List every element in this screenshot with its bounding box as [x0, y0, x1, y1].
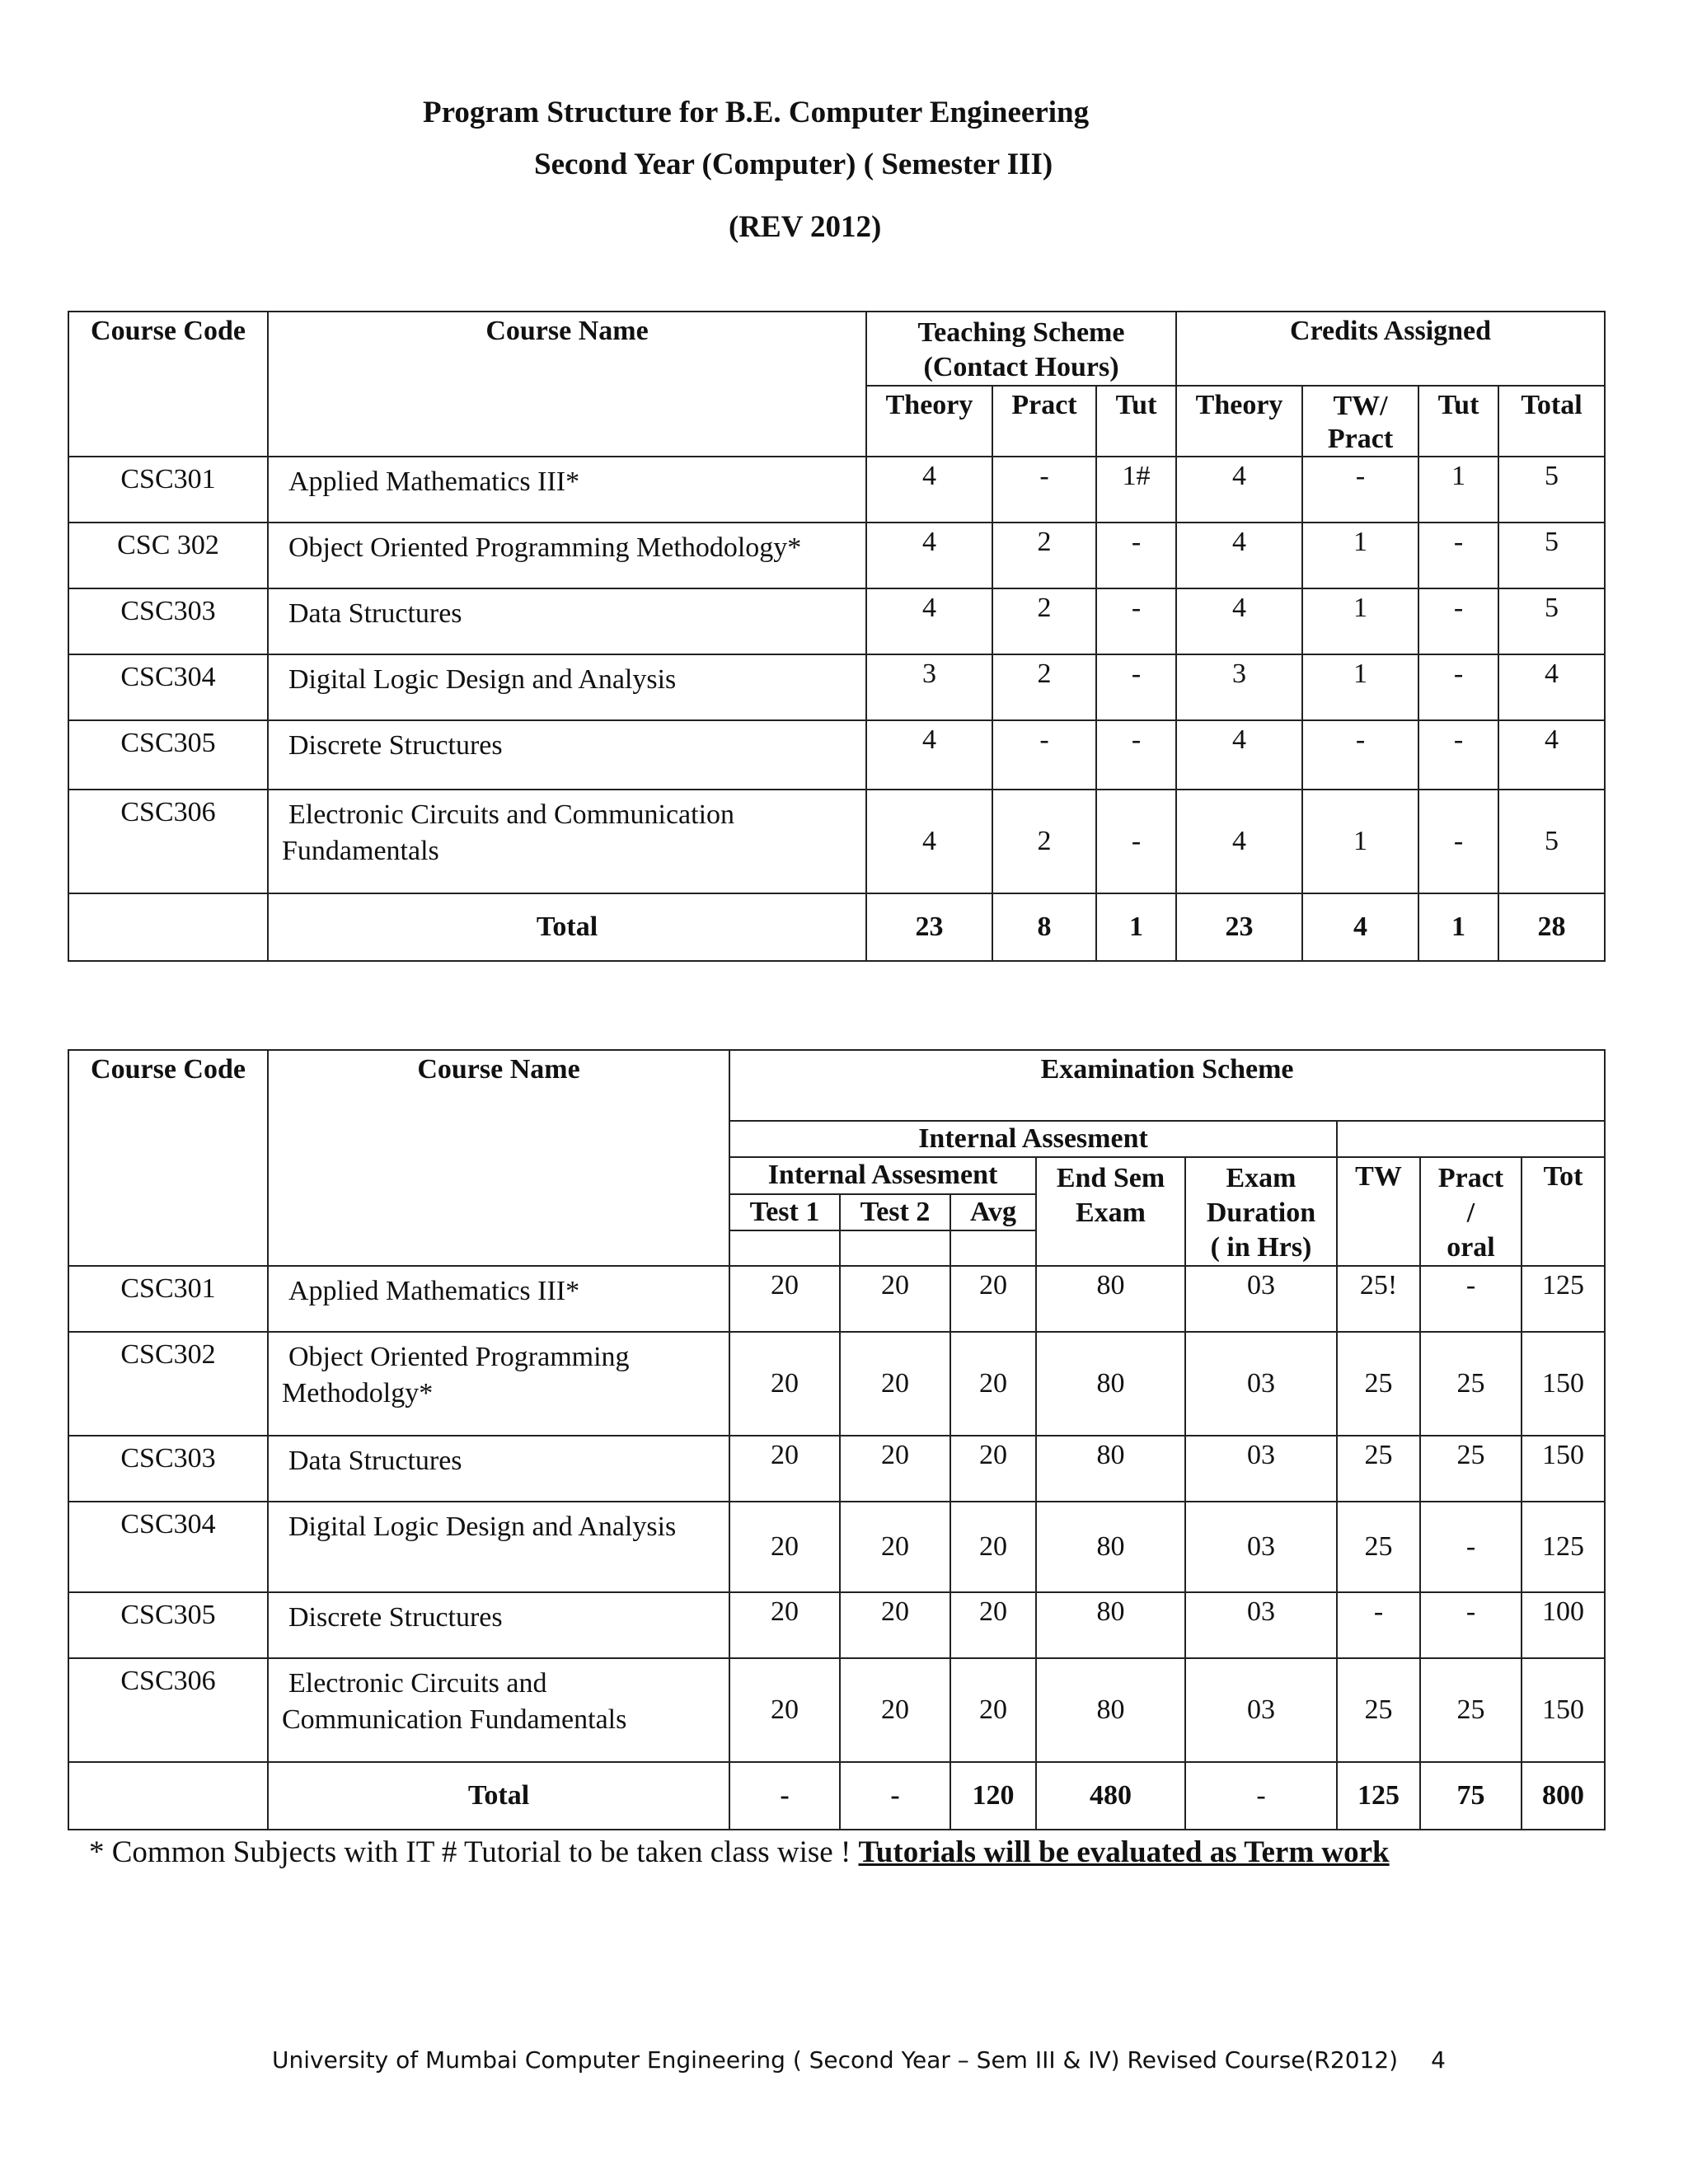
cell-tw: 25!: [1337, 1266, 1420, 1332]
table-row: [68, 1266, 1605, 1332]
header-tut: Tut: [1096, 386, 1176, 457]
footnote-underlined: Tutorials will be evaluated as Term work: [858, 1835, 1390, 1869]
course-name-cell: [268, 790, 866, 893]
header-end-sem-exam: [1036, 1157, 1185, 1266]
cell-tot: 150: [1522, 1436, 1605, 1502]
course-code: CSC 302: [68, 523, 268, 588]
cell-tot: 150: [1522, 1658, 1605, 1762]
course-name-cell: [268, 1332, 729, 1436]
header-internal-assessment: Internal Assesment: [729, 1157, 1036, 1194]
cell-theory: 4: [866, 720, 992, 790]
cell-theory: 4: [866, 457, 992, 523]
cell-c-total: 4: [1498, 720, 1605, 790]
header-spacer: [840, 1230, 950, 1266]
examination-scheme-table: [68, 1049, 1606, 1830]
cell-tw: 25: [1337, 1502, 1420, 1592]
cell-pract: 25: [1420, 1658, 1522, 1762]
cell-c-tut: -: [1418, 588, 1498, 654]
cell-pract: -: [1420, 1592, 1522, 1658]
course-name-cell: [268, 588, 866, 654]
course-name-cell: [268, 523, 866, 588]
header-tw-pract: [1302, 386, 1418, 457]
cell-c-theory: 4: [1176, 790, 1302, 893]
cell-pract: 2: [992, 654, 1096, 720]
cell-endsem: 80: [1036, 1658, 1185, 1762]
course-name-cell: [268, 654, 866, 720]
cell-tut: -: [1096, 790, 1176, 893]
course-code: CSC302: [68, 1332, 268, 1436]
header-tw: TW: [1337, 1157, 1420, 1266]
cell-c-tut: -: [1418, 654, 1498, 720]
cell-avg: 20: [950, 1266, 1036, 1332]
header-teaching-scheme: [866, 312, 1176, 386]
cell-c-twpract: 1: [1302, 790, 1418, 893]
footnote: [89, 1835, 1390, 1870]
header-spacer: [729, 1230, 840, 1266]
header-teaching-line2: (Contact Hours): [923, 352, 1119, 382]
cell-c-twpract: 1: [1302, 588, 1418, 654]
course-name: Data Structures: [288, 598, 462, 629]
course-code: CSC303: [68, 1436, 268, 1502]
course-name-cell: [268, 1592, 729, 1658]
cell-c-tut: 1: [1418, 457, 1498, 523]
footer-text: University of Mumbai Computer Engineering ( Second Year – Sem III & IV) Revised Course(R2012): [272, 2046, 1399, 2074]
course-name-cell: [268, 1266, 729, 1332]
total-credit-tut: 1: [1418, 893, 1498, 961]
page-footer: [272, 2046, 1446, 2074]
header-pract-line3: oral: [1447, 1232, 1495, 1263]
cell-c-total: 4: [1498, 654, 1605, 720]
cell-pract: 25: [1420, 1436, 1522, 1502]
cell-tut: 1#: [1096, 457, 1176, 523]
header-course-name: Course Name: [268, 1050, 729, 1266]
header-test2: Test 2: [840, 1194, 950, 1231]
cell-test2: 20: [840, 1502, 950, 1592]
total-credit-twpract: 4: [1302, 893, 1418, 961]
cell-tw: 25: [1337, 1436, 1420, 1502]
cell-tut: -: [1096, 588, 1176, 654]
course-name-cell: [268, 720, 866, 790]
cell-c-total: 5: [1498, 457, 1605, 523]
cell-pract: 25: [1420, 1332, 1522, 1436]
total-duration: -: [1185, 1762, 1337, 1830]
course-code: CSC304: [68, 1502, 268, 1592]
cell-c-total: 5: [1498, 523, 1605, 588]
header-course-code: Course Code: [68, 312, 268, 457]
cell-c-theory: 4: [1176, 457, 1302, 523]
cell-c-twpract: 1: [1302, 523, 1418, 588]
total-tot: 800: [1522, 1762, 1605, 1830]
cell-tot: 150: [1522, 1332, 1605, 1436]
header-teaching-line1: Teaching Scheme: [917, 317, 1125, 348]
cell-test1: 20: [729, 1502, 840, 1592]
header-duration-line1: Exam: [1226, 1163, 1296, 1193]
cell-tut: -: [1096, 720, 1176, 790]
table-row: [68, 1332, 1605, 1436]
header-pract-line2: /: [1466, 1197, 1475, 1228]
header-examination-scheme: Examination Scheme: [729, 1050, 1605, 1121]
table-row: [68, 523, 1605, 588]
cell-avg: 20: [950, 1332, 1036, 1436]
cell-theory: 4: [866, 790, 992, 893]
table-row: [68, 588, 1605, 654]
cell-test2: 20: [840, 1266, 950, 1332]
table-row: [68, 720, 1605, 790]
course-name: Applied Mathematics III*: [288, 466, 580, 497]
course-code: CSC306: [68, 1658, 268, 1762]
header-credit-total: Total: [1498, 386, 1605, 457]
course-name-line2: Fundamentals: [282, 836, 439, 866]
course-name: Data Structures: [288, 1446, 462, 1476]
header-tw-line1: TW/: [1333, 391, 1388, 421]
header-endsem-line1: End Sem: [1056, 1163, 1165, 1193]
course-code: CSC306: [68, 790, 268, 893]
total-theory: 23: [866, 893, 992, 961]
total-label: Total: [268, 1762, 729, 1830]
cell-test1: 20: [729, 1332, 840, 1436]
table-row: [68, 457, 1605, 523]
cell-avg: 20: [950, 1658, 1036, 1762]
cell-test2: 20: [840, 1592, 950, 1658]
course-name-cell: [268, 1436, 729, 1502]
total-test2: -: [840, 1762, 950, 1830]
cell-c-tut: -: [1418, 790, 1498, 893]
cell-tut: -: [1096, 654, 1176, 720]
cell-endsem: 80: [1036, 1266, 1185, 1332]
course-name: Digital Logic Design and Analysis: [288, 1511, 677, 1542]
header-pract: Pract: [992, 386, 1096, 457]
header-spacer: [950, 1230, 1036, 1266]
header-course-name: Course Name: [268, 312, 866, 457]
table-total-row: [68, 1762, 1605, 1830]
table-total-row: [68, 893, 1605, 961]
cell-pract: 2: [992, 790, 1096, 893]
cell-c-twpract: 1: [1302, 654, 1418, 720]
course-name-cell: [268, 457, 866, 523]
cell-tw: -: [1337, 1592, 1420, 1658]
header-duration-line3: ( in Hrs): [1210, 1232, 1312, 1263]
header-course-code: Course Code: [68, 1050, 268, 1266]
cell-c-theory: 4: [1176, 588, 1302, 654]
cell-duration: 03: [1185, 1332, 1337, 1436]
cell-endsem: 80: [1036, 1502, 1185, 1592]
total-empty-cell: [68, 1762, 268, 1830]
course-name-cell: [268, 1658, 729, 1762]
total-avg: 120: [950, 1762, 1036, 1830]
table-row: [68, 1502, 1605, 1592]
total-tut: 1: [1096, 893, 1176, 961]
cell-c-total: 5: [1498, 790, 1605, 893]
header-avg: Avg: [950, 1194, 1036, 1231]
cell-c-tut: -: [1418, 720, 1498, 790]
cell-pract: -: [1420, 1502, 1522, 1592]
cell-avg: 20: [950, 1436, 1036, 1502]
header-pract-oral: [1420, 1157, 1522, 1266]
revision-label: (REV 2012): [729, 210, 882, 244]
cell-c-tut: -: [1418, 523, 1498, 588]
table-row: [68, 1658, 1605, 1762]
total-label: Total: [268, 893, 866, 961]
table-row: [68, 654, 1605, 720]
exam-table-body: [68, 1266, 1605, 1762]
cell-theory: 4: [866, 523, 992, 588]
cell-duration: 03: [1185, 1592, 1337, 1658]
table-row: [68, 1592, 1605, 1658]
header-endsem-line2: Exam: [1076, 1197, 1146, 1228]
cell-c-twpract: -: [1302, 457, 1418, 523]
cell-tw: 25: [1337, 1332, 1420, 1436]
cell-tot: 125: [1522, 1266, 1605, 1332]
total-tw: 125: [1337, 1762, 1420, 1830]
header-credit-tut: Tut: [1418, 386, 1498, 457]
course-name: Digital Logic Design and Analysis: [288, 664, 677, 695]
page-subtitle: Second Year (Computer) ( Semester III): [534, 148, 1053, 181]
cell-pract: 2: [992, 523, 1096, 588]
cell-duration: 03: [1185, 1658, 1337, 1762]
header-duration-line2: Duration: [1206, 1197, 1316, 1228]
course-code: CSC303: [68, 588, 268, 654]
course-name: Discrete Structures: [288, 730, 503, 761]
course-name: Applied Mathematics III*: [288, 1276, 580, 1306]
teaching-table-body: [68, 457, 1605, 893]
header-credits-assigned: Credits Assigned: [1176, 312, 1605, 386]
cell-test1: 20: [729, 1592, 840, 1658]
course-code: CSC301: [68, 457, 268, 523]
total-credit-theory: 23: [1176, 893, 1302, 961]
cell-c-theory: 3: [1176, 654, 1302, 720]
cell-tot: 100: [1522, 1592, 1605, 1658]
course-name: Object Oriented Programming Methodology*: [288, 532, 802, 563]
total-empty-cell: [68, 893, 268, 961]
course-name: Electronic Circuits and: [288, 1668, 547, 1699]
total-test1: -: [729, 1762, 840, 1830]
cell-pract: 2: [992, 588, 1096, 654]
page-title: Program Structure for B.E. Computer Engineering: [423, 96, 1090, 129]
page-number: 4: [1431, 2046, 1446, 2074]
cell-test1: 20: [729, 1436, 840, 1502]
course-code: CSC304: [68, 654, 268, 720]
cell-tut: -: [1096, 523, 1176, 588]
cell-duration: 03: [1185, 1436, 1337, 1502]
cell-c-theory: 4: [1176, 523, 1302, 588]
cell-avg: 20: [950, 1502, 1036, 1592]
footnote-text: * Common Subjects with IT # Tutorial to be taken class wise !: [89, 1835, 859, 1869]
header-internal-assessment-group: Internal Assesment: [729, 1121, 1337, 1157]
header-empty-cell: [1337, 1121, 1605, 1157]
cell-avg: 20: [950, 1592, 1036, 1658]
total-pract: 8: [992, 893, 1096, 961]
cell-test2: 20: [840, 1436, 950, 1502]
cell-test1: 20: [729, 1658, 840, 1762]
cell-c-twpract: -: [1302, 720, 1418, 790]
course-name-line2: Methodolgy*: [282, 1378, 434, 1408]
cell-endsem: 80: [1036, 1592, 1185, 1658]
course-name: Object Oriented Programming: [288, 1342, 630, 1372]
header-tw-line2: Pract: [1327, 424, 1394, 454]
course-code: CSC305: [68, 1592, 268, 1658]
cell-c-theory: 4: [1176, 720, 1302, 790]
table-row: [68, 1436, 1605, 1502]
cell-tot: 125: [1522, 1502, 1605, 1592]
course-name: Discrete Structures: [288, 1602, 503, 1633]
header-pract-line1: Pract: [1437, 1163, 1504, 1193]
course-code: CSC305: [68, 720, 268, 790]
cell-endsem: 80: [1036, 1436, 1185, 1502]
cell-theory: 4: [866, 588, 992, 654]
cell-duration: 03: [1185, 1502, 1337, 1592]
header-theory: Theory: [866, 386, 992, 457]
header-tot: Tot: [1522, 1157, 1605, 1266]
cell-pract: -: [1420, 1266, 1522, 1332]
header-credit-theory: Theory: [1176, 386, 1302, 457]
cell-duration: 03: [1185, 1266, 1337, 1332]
cell-test2: 20: [840, 1332, 950, 1436]
table-row: [68, 790, 1605, 893]
cell-pract: -: [992, 457, 1096, 523]
course-name-line2: Communication Fundamentals: [282, 1704, 627, 1735]
cell-theory: 3: [866, 654, 992, 720]
cell-endsem: 80: [1036, 1332, 1185, 1436]
cell-pract: -: [992, 720, 1096, 790]
cell-test2: 20: [840, 1658, 950, 1762]
header-exam-duration: [1185, 1157, 1337, 1266]
course-name-cell: [268, 1502, 729, 1592]
cell-test1: 20: [729, 1266, 840, 1332]
course-name: Electronic Circuits and Communication: [288, 799, 735, 830]
teaching-scheme-table: [68, 311, 1606, 962]
total-endsem: 480: [1036, 1762, 1185, 1830]
header-test1: Test 1: [729, 1194, 840, 1231]
total-credit-total: 28: [1498, 893, 1605, 961]
cell-c-total: 5: [1498, 588, 1605, 654]
total-pract: 75: [1420, 1762, 1522, 1830]
course-code: CSC301: [68, 1266, 268, 1332]
cell-tw: 25: [1337, 1658, 1420, 1762]
